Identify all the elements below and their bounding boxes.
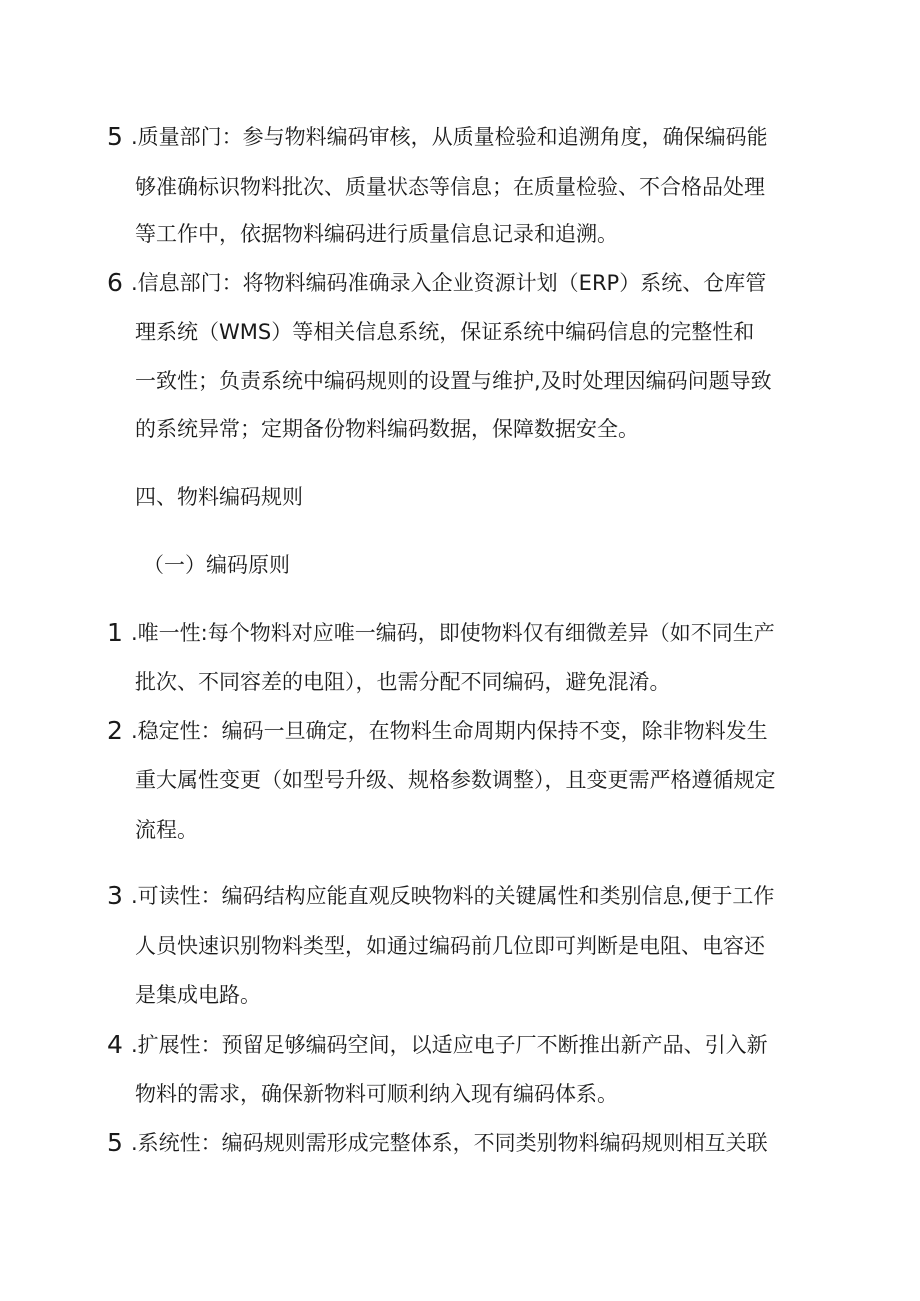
item-number: 5 [107, 122, 123, 151]
item-text: .扩展性：预留足够编码空间，以适应电子厂不断推出新产品、引入新 [131, 1033, 768, 1057]
item-text: .质量部门：参与物料编码审核，从质量检验和追溯角度，确保编码能 [131, 125, 768, 149]
item-number: 3 [107, 881, 123, 910]
item-text: 是集成电路。 [135, 983, 261, 1007]
item-text: .可读性：编码结构应能直观反映物料的关键属性和类别信息,便于工作 [131, 884, 775, 908]
item-text: 的系统异常；定期备份物料编码数据，保障数据安全。 [135, 417, 639, 441]
item-text: 够准确标识物料批次、质量状态等信息；在质量检验、不合格品处理 [135, 175, 765, 199]
item-text: 重大属性变更（如型号升级、规格参数调整），且变更需严格遵循规定 [135, 768, 776, 792]
item-number: 5 [107, 1128, 123, 1157]
item-text: .系统性：编码规则需形成完整体系，不同类别物料编码规则相互关联 [131, 1131, 768, 1155]
item-number: 6 [107, 268, 123, 297]
item-text: 批次、不同容差的电阻），也需分配不同编码，避免混淆。 [135, 670, 671, 694]
section-heading-text: 四、物料编码规则 [135, 485, 303, 509]
item-text: .唯一性:每个物料对应唯一编码，即使物料仅有细微差异（如不同生产 [131, 621, 775, 645]
item-text: 理系统（WMS）等相关信息系统，保证系统中编码信息的完整性和 [135, 320, 755, 344]
item-text: 流程。 [135, 818, 198, 842]
subsection-heading-text: （一）编码原则 [143, 553, 290, 577]
item-text: 一致性；负责系统中编码规则的设置与维护,及时处理因编码问题导致 [135, 369, 772, 393]
item-number: 2 [107, 716, 123, 745]
item-number: 4 [107, 1030, 123, 1059]
item-text: 物料的需求，确保新物料可顺利纳入现有编码体系。 [135, 1082, 618, 1106]
item-number: 1 [107, 618, 123, 647]
item-text: 等工作中，依据物料编码进行质量信息记录和追溯。 [135, 222, 618, 246]
item-text: .信息部门：将物料编码准确录入企业资源计划（ERP）系统、仓库管 [131, 271, 767, 295]
item-text: 人员快速识别物料类型，如通过编码前几位即可判断是电阻、电容还 [135, 934, 765, 958]
item-text: .稳定性：编码一旦确定，在物料生命周期内保持不变，除非物料发生 [131, 719, 768, 743]
